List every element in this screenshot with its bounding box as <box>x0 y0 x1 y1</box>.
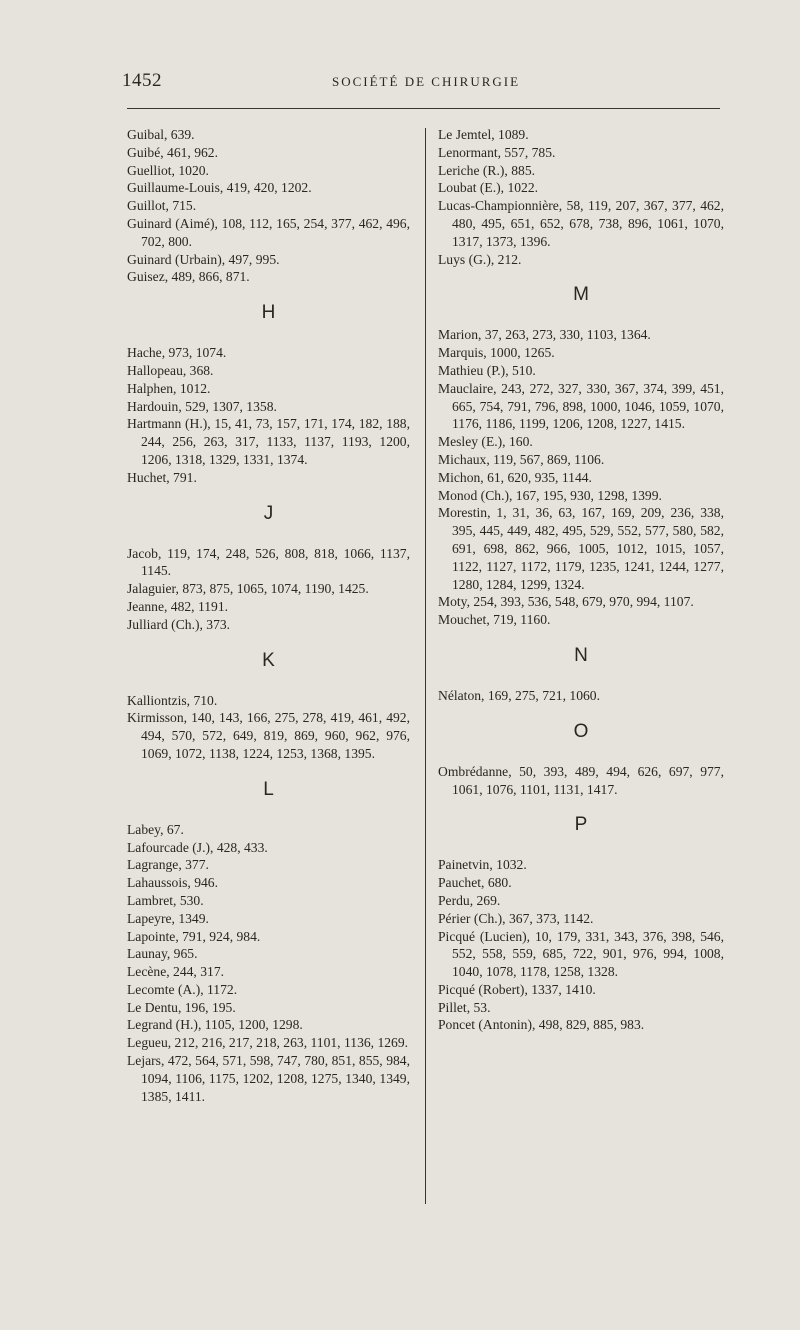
index-entry: Launay, 965. <box>127 946 198 962</box>
index-entry: Pillet, 53. <box>438 999 491 1015</box>
index-entry: Picqué (Robert), 1337, 1410. <box>438 981 596 997</box>
index-entry: Hache, 973, 1074. <box>127 345 227 361</box>
running-title: SOCIÉTÉ DE CHIRURGIE <box>332 74 521 89</box>
index-entry: Le Dentu, 196, 195. <box>127 999 236 1015</box>
index-entry: Hallopeau, 368. <box>127 362 214 378</box>
section-letter: L <box>263 778 274 800</box>
index-entry: Pauchet, 680. <box>438 875 512 891</box>
index-entry: Hardouin, 529, 1307, 1358. <box>127 398 277 414</box>
index-entry: Marion, 37, 263, 273, 330, 1103, 1364. <box>438 327 651 343</box>
index-entry: Guinard (Aimé), 108, 112, 165, 254, 377, 462, 496, 702, 800. <box>127 215 410 249</box>
section-letter: K <box>262 649 275 671</box>
index-entry: Lapointe, 791, 924, 984. <box>127 928 261 944</box>
index-entry: Kalliontzis, 710. <box>127 692 218 708</box>
section-letter: M <box>573 284 589 306</box>
index-entry: Kirmisson, 140, 143, 166, 275, 278, 419, 461, 492, 494, 570, 572, 649, 819, 869, 960, 962, 976, 1069, 1072, 1138, 1224, 1253, 1368, 1395. <box>127 710 410 761</box>
index-entry: Le Jemtel, 1089. <box>438 127 529 142</box>
index-entry: Guillaume-Louis, 419, 420, 1202. <box>127 180 312 196</box>
index-entry: Picqué (Lucien), 10, 179, 331, 343, 376, 398, 546, 552, 558, 559, 685, 722, 901, 976, 994, 1008, 1040, 1078, 1178, 1258, 1328. <box>438 928 724 980</box>
index-entry: Guibal, 639. <box>127 127 195 142</box>
index-entry: Lenormant, 557, 785. <box>438 144 556 160</box>
index-entry: Morestin, 1, 31, 36, 63, 167, 169, 209, 236, 338, 395, 445, 449, 482, 495, 529, 552, 577, 580, 582, 691, 698, 862, 966, 1005, 1012, 1015, 1057, 1122, 1127, 1172, 1179, 1235, 1241, 1244, 1277, 1280, 1284, 1299, 1324. <box>438 505 724 592</box>
index-entry: Moty, 254, 393, 536, 548, 679, 970, 994, 1107. <box>438 594 694 610</box>
section-letter: O <box>573 720 589 742</box>
index-entry: Labey, 67. <box>127 821 184 837</box>
index-entry: Poncet (Antonin), 498, 829, 885, 983. <box>438 1017 645 1033</box>
section-letter: N <box>574 644 588 666</box>
index-entry: Michaux, 119, 567, 869, 1106. <box>438 451 605 467</box>
index-entry: Lafourcade (J.), 428, 433. <box>127 839 268 855</box>
index-entry: Guillot, 715. <box>127 198 197 214</box>
index-entry: Lecène, 244, 317. <box>127 964 225 980</box>
index-entry: Legueu, 212, 216, 217, 218, 263, 1101, 1136, 1269. <box>127 1035 409 1051</box>
index-entry: Lucas-Championnière, 58, 119, 207, 367, 377, 462, 480, 495, 651, 652, 678, 738, 896, 1061, 1070, 1317, 1373, 1396. <box>438 198 724 249</box>
index-entry: Lejars, 472, 564, 571, 598, 747, 780, 851, 855, 984, 1094, 1106, 1175, 1202, 1208, 1275, 1340, 1349, 1385, 1411. <box>127 1053 410 1104</box>
index-entry: Guinard (Urbain), 497, 995. <box>127 251 280 267</box>
index-entry: Luys (G.), 212. <box>438 251 522 267</box>
section-letter: P <box>574 814 588 836</box>
index-entry: Lagrange, 377. <box>127 857 209 873</box>
index-entry: Painetvin, 1032. <box>438 857 527 873</box>
index-entry: Jacob, 119, 174, 248, 526, 808, 818, 1066, 1137, 1145. <box>127 545 410 579</box>
index-column-left <box>127 126 410 1105</box>
index-entry: Lahaussois, 946. <box>127 875 218 891</box>
index-entry: Lapeyre, 1349. <box>127 910 209 926</box>
index-entry: Lambret, 530. <box>127 892 204 908</box>
section-letter: J <box>263 502 274 524</box>
index-entry: Périer (Ch.), 367, 373, 1142. <box>438 910 594 926</box>
page-header <box>122 70 720 94</box>
section-letter: H <box>261 302 276 324</box>
index-entry: Nélaton, 169, 275, 721, 1060. <box>438 687 600 703</box>
index-entry: Guelliot, 1020. <box>127 162 209 178</box>
index-entry: Halphen, 1012. <box>127 380 211 396</box>
index-column-right <box>438 126 724 1034</box>
index-entry: Legrand (H.), 1105, 1200, 1298. <box>127 1017 303 1033</box>
index-entry: Jalaguier, 873, 875, 1065, 1074, 1190, 1425. <box>127 581 369 597</box>
column-divider <box>425 128 426 1204</box>
index-entry: Guibé, 461, 962. <box>127 144 218 160</box>
index-entry: Lecomte (A.), 1172. <box>127 981 238 997</box>
index-entry: Mouchet, 719, 1160. <box>438 612 551 628</box>
index-entry: Jeanne, 482, 1191. <box>127 598 229 614</box>
page-number: 1452 <box>122 70 162 91</box>
header-rule <box>127 108 720 109</box>
index-entry: Huchet, 791. <box>127 469 197 485</box>
index-entry: Michon, 61, 620, 935, 1144. <box>438 469 592 485</box>
index-entry: Guisez, 489, 866, 871. <box>127 269 250 285</box>
index-entry: Mauclaire, 243, 272, 327, 330, 367, 374, 399, 451, 665, 754, 791, 796, 898, 1000, 1046, 1059, 1070, 1176, 1186, 1199, 1206, 1208, 1227, 1415. <box>438 380 724 432</box>
index-entry: Leriche (R.), 885. <box>438 162 536 178</box>
index-entry: Mathieu (P.), 510. <box>438 362 536 378</box>
index-entry: Mesley (E.), 160. <box>438 434 533 450</box>
index-entry: Hartmann (H.), 15, 41, 73, 157, 171, 174, 182, 188, 244, 256, 263, 317, 1133, 1137, 1193, 1200, 1206, 1318, 1329, 1331, 1374. <box>127 416 410 467</box>
index-entry: Marquis, 1000, 1265. <box>438 345 555 361</box>
index-entry: Monod (Ch.), 167, 195, 930, 1298, 1399. <box>438 487 662 503</box>
index-entry: Perdu, 269. <box>438 892 501 908</box>
index-entry: Ombrédanne, 50, 393, 489, 494, 626, 697, 977, 1061, 1076, 1101, 1131, 1417. <box>438 763 724 797</box>
index-entry: Julliard (Ch.), 373. <box>127 616 231 632</box>
index-entry: Loubat (E.), 1022. <box>438 180 539 196</box>
